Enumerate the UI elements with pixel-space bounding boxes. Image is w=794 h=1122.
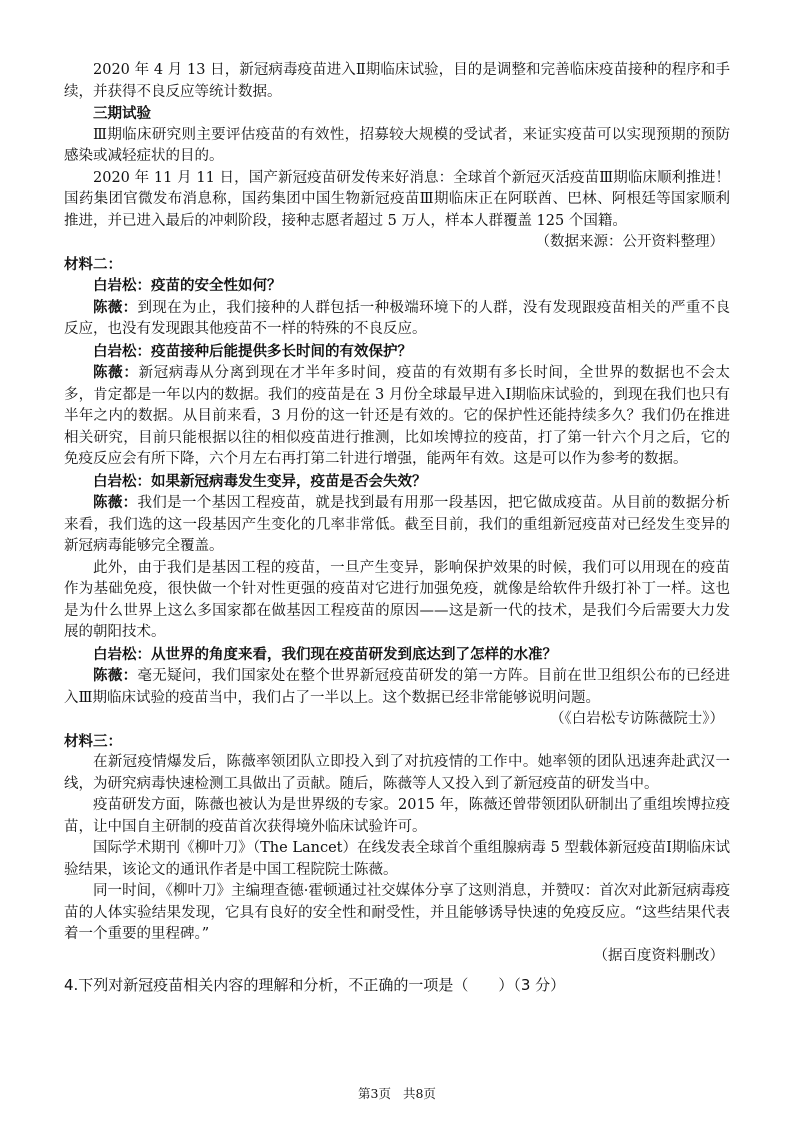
interview-answer xyxy=(64,362,730,471)
paragraph: 疫苗研发方面，陈薇也被认为是世界级的专家。2015 年，陈薇还曾带领团队研制出了重组埃博拉疫苗，让中国自主研制的疫苗首次获得境外临床试验许可。 xyxy=(64,797,730,835)
speaker-label: 陈薇： xyxy=(93,667,138,684)
speaker-label: 陈薇： xyxy=(93,494,138,511)
interview-answer xyxy=(64,297,730,341)
paragraph: 此外，由于我们是基因工程的疫苗，一旦产生变异，影响保护效果的时候，我们可以用现在的疫苗作为基础免疫，很快做一个针对性更强的疫苗对它进行加强免疫，就像是给软件升级打补丁一样。这也是为什么世界上这么多国家都在做基因工程疫苗的原因——这是新一代的技术，是我们今后需要大力发展的朝阳技术。 xyxy=(64,559,730,640)
paragraph: 国际学术期刊《柳叶刀》（The Lancet）在线发表全球首个重组腺病毒 5 型载体新冠疫苗Ⅰ期临床试验结果，该论文的通讯作者是中国工程院院士陈薇。 xyxy=(64,840,730,878)
speaker-label: 陈薇： xyxy=(93,298,138,316)
paragraph: Ⅲ期临床研究则主要评估疫苗的有效性，招募较大规模的受试者，来证实疫苗可以实现预期的预防感染或减轻症状的目的。 xyxy=(64,126,730,164)
interview-question: 白岩松：疫苗接种后能提供多长时间的有效保护？ xyxy=(93,342,412,360)
paragraph: 同一时间，《柳叶刀》主编理查德·霍顿通过社交媒体分享了这则消息，并赞叹：首次对此新冠病毒疫苗的人体实验结果发现，它具有良好的安全性和耐受性，并且能够诱导快速的免疫反应。“这些结果代表着一个重要的里程碑。” xyxy=(64,883,730,942)
source-note: （据百度资料删改） xyxy=(593,947,724,964)
document-page xyxy=(64,60,730,997)
material-heading: 材料二： xyxy=(64,255,122,273)
page-footer xyxy=(0,1084,794,1102)
answer-text: 新冠病毒从分离到现在才半年多时间，疫苗的有效期有多长时间，全世界的数据也不会太多，肯定都是一年以内的数据。我们的疫苗是在 3 月份全球最早进入Ⅰ期临床试验的，到现在我们也只有半年之内的数据。从目前来看，3 月份的这一针还是有效的。它的保护性还能持续多久？我们仍在推进相关研究，目前只能根据以往的相似疫苗进行推测，比如埃博拉的疫苗，打了第一针六个月之后，它的免疫反应会有所下降，六个月左右再打第二针进行增强，能两年有效。这是可以作为参考的数据。 xyxy=(64,365,731,467)
interview-question: 白岩松：疫苗的安全性如何？ xyxy=(93,277,282,294)
interview-question: 白岩松：从世界的角度来看，我们现在疫苗研发到底达到了怎样的水准？ xyxy=(93,645,557,663)
paragraph: 在新冠疫情爆发后，陈薇率领团队立即投入到了对抗疫情的工作中。她率领的团队迅速奔赴武汉一线，为研究病毒快速检测工具做出了贡献。随后，陈薇等人又投入到了新冠疫苗的研发当中。 xyxy=(64,754,730,792)
question-4: 4.下列对新冠疫苗相关内容的理解和分析，不正确的一项是（ ）（3 分） xyxy=(64,976,566,994)
source-note: （数据来源：公开资料整理） xyxy=(535,234,724,250)
answer-text: 我们是一个基因工程疫苗，就是找到最有用那一段基因，把它做成疫苗。从目前的数据分析来看，我们选的这一段基因产生变化的几率非常低。截至目前，我们的重组新冠疫苗对已经发生变异的新冠病毒能够完全覆盖。 xyxy=(64,495,731,554)
material-heading: 材料三： xyxy=(64,732,122,750)
interview-answer xyxy=(64,492,730,558)
paragraph: 2020 年 4 月 13 日，新冠病毒疫苗进入Ⅱ期临床试验，目的是调整和完善临床疫苗接种的程序和手续，并获得不良反应等统计数据。 xyxy=(64,62,730,100)
answer-text: 到现在为止，我们接种的人群包括一种极端环境下的人群，没有发现跟疫苗相关的严重不良反应，也没有发现跟其他疫苗不一样的特殊的不良反应。 xyxy=(64,299,731,337)
page-number: 第3页 xyxy=(358,1086,391,1101)
answer-text: 毫无疑问，我们国家处在整个世界新冠疫苗研发的第一方阵。目前在世卫组织公布的已经进入Ⅲ期临床试验的疫苗当中，我们占了一半以上。这个数据已经非常能够说明问题。 xyxy=(64,668,731,706)
section-heading: 三期试验 xyxy=(93,105,151,122)
source-note: （《白岩松专访陈薇院士》） xyxy=(550,711,724,727)
interview-answer xyxy=(64,665,730,709)
page-total: 共8页 xyxy=(402,1086,436,1101)
speaker-label: 陈薇： xyxy=(93,364,139,381)
paragraph: 2020 年 11 月 11 日，国产新冠疫苗研发传来好消息：全球首个新冠灭活疫苗Ⅲ期临床顺利推进！国药集团官微发布消息称，国药集团中国生物新冠疫苗Ⅲ期临床正在阿联酋、巴林、阿根廷等国家顺利推进，并已进入最后的冲刺阶段，接种志愿者超过 5 万人，样本人群覆盖 125 个国籍。 xyxy=(64,169,730,229)
interview-question: 白岩松：如果新冠病毒发生变异，疫苗是否会失效？ xyxy=(93,472,427,490)
